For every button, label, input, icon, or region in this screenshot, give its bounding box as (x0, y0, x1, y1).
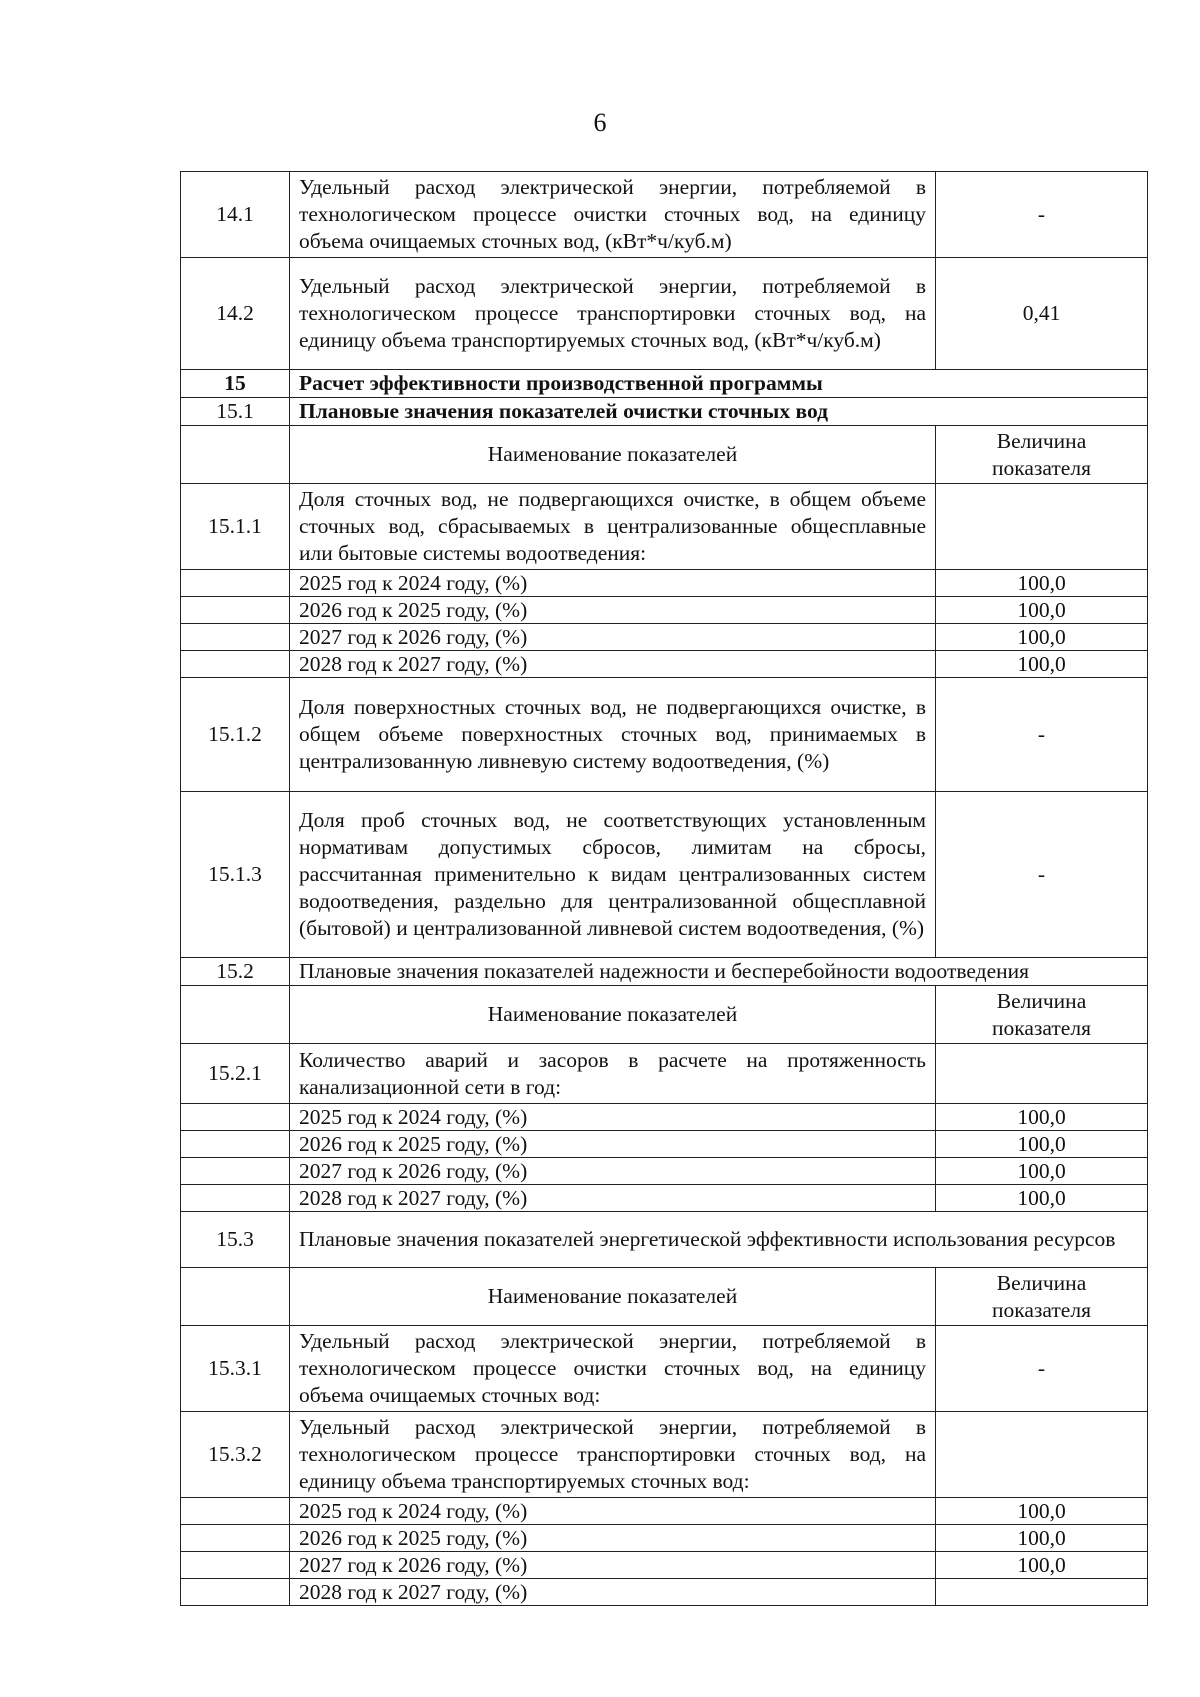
year-label: 2028 год к 2027 году, (%) (290, 651, 936, 678)
indicator-name: Доля поверхностных сточных вод, не подвергающихся очистке, в общем объеме поверхностных сточных вод, принимаемых в централизованную ливневую систему водоотведения, (%) (290, 678, 936, 792)
section-row (181, 1212, 1148, 1268)
row-number: 14.2 (181, 258, 290, 370)
row-number: 14.1 (181, 172, 290, 258)
year-value: 100,0 (936, 624, 1148, 651)
row-number: 15.3.1 (181, 1326, 290, 1412)
section-title: Плановые значения показателей очистки сточных вод (290, 398, 1148, 426)
table-row (181, 172, 1148, 258)
year-label: 2025 год к 2024 году, (%) (290, 570, 936, 597)
indicator-name: Удельный расход электрической энергии, потребляемой в технологическом процессе транспортировки сточных вод, на единицу объема транспортируемых сточных вод, (кВт*ч/куб.м) (290, 258, 936, 370)
year-row (181, 1158, 1148, 1185)
indicator-value: - (936, 678, 1148, 792)
header-row (181, 986, 1148, 1044)
indicator-value: - (936, 172, 1148, 258)
indicator-value (936, 1044, 1148, 1104)
blank-cell (181, 1552, 290, 1579)
year-value: 100,0 (936, 597, 1148, 624)
blank-cell (181, 570, 290, 597)
year-label: 2027 год к 2026 году, (%) (290, 1158, 936, 1185)
column-header-name: Наименование показателей (290, 986, 936, 1044)
table-row (181, 1412, 1148, 1498)
year-label: 2026 год к 2025 году, (%) (290, 1131, 936, 1158)
year-row (181, 1552, 1148, 1579)
year-label: 2027 год к 2026 году, (%) (290, 1552, 936, 1579)
indicator-name: Удельный расход электрической энергии, потребляемой в технологическом процессе очистки сточных вод, на единицу объема очищаемых сточных вод, (кВт*ч/куб.м) (290, 172, 936, 258)
year-value: 100,0 (936, 1104, 1148, 1131)
section-title: Плановые значения показателей надежности и бесперебойности водоотведения (290, 958, 1148, 986)
row-number: 15.1.1 (181, 484, 290, 570)
year-row (181, 1498, 1148, 1525)
column-header-name: Наименование показателей (290, 1268, 936, 1326)
section-row (181, 398, 1148, 426)
year-row (181, 597, 1148, 624)
blank-cell (181, 1268, 290, 1326)
blank-cell (181, 1131, 290, 1158)
year-row (181, 1131, 1148, 1158)
indicator-value (936, 484, 1148, 570)
section-number: 15.3 (181, 1212, 290, 1268)
section-title: Плановые значения показателей энергетической эффективности использования ресурсов (290, 1212, 1148, 1268)
year-value: 100,0 (936, 1158, 1148, 1185)
indicator-value: - (936, 792, 1148, 958)
row-number: 15.1.2 (181, 678, 290, 792)
indicator-value: 0,41 (936, 258, 1148, 370)
year-row (181, 651, 1148, 678)
year-row (181, 624, 1148, 651)
indicator-name: Удельный расход электрической энергии, потребляемой в технологическом процессе транспортировки сточных вод, на единицу объема транспортируемых сточных вод: (290, 1412, 936, 1498)
year-label: 2026 год к 2025 году, (%) (290, 1525, 936, 1552)
table-row (181, 792, 1148, 958)
section-number: 15.2 (181, 958, 290, 986)
header-row (181, 426, 1148, 484)
table-row (181, 678, 1148, 792)
year-value (936, 1579, 1148, 1606)
row-number: 15.2.1 (181, 1044, 290, 1104)
blank-cell (181, 597, 290, 624)
year-value: 100,0 (936, 1185, 1148, 1212)
blank-cell (181, 1498, 290, 1525)
column-header-value: Величина показателя (936, 986, 1148, 1044)
blank-cell (181, 1158, 290, 1185)
year-value: 100,0 (936, 1498, 1148, 1525)
year-row (181, 1104, 1148, 1131)
indicators-table (180, 171, 1148, 1606)
page-number: 6 (593, 108, 607, 137)
year-label: 2026 год к 2025 году, (%) (290, 597, 936, 624)
section-number: 15.1 (181, 398, 290, 426)
blank-cell (181, 986, 290, 1044)
section-row (181, 958, 1148, 986)
table-row (181, 484, 1148, 570)
indicator-name: Количество аварий и засоров в расчете на протяженность канализационной сети в год: (290, 1044, 936, 1104)
year-label: 2027 год к 2026 году, (%) (290, 624, 936, 651)
indicator-name: Доля сточных вод, не подвергающихся очистке, в общем объеме сточных вод, сбрасываемых в централизованные общесплавные или бытовые системы водоотведения: (290, 484, 936, 570)
section-number: 15 (181, 370, 290, 398)
table-row (181, 1326, 1148, 1412)
year-value: 100,0 (936, 570, 1148, 597)
year-value: 100,0 (936, 1552, 1148, 1579)
section-row (181, 370, 1148, 398)
blank-cell (181, 1104, 290, 1131)
blank-cell (181, 1185, 290, 1212)
indicator-name: Доля проб сточных вод, не соответствующих установленным нормативам допустимых сбросов, лимитам на сбросы, рассчитанная применительно к видам централизованных систем водоотведения, раздельно для централизованной общесплавной (бытовой) и централизованной ливневой систем водоотведения, (%) (290, 792, 936, 958)
blank-cell (181, 651, 290, 678)
section-title: Расчет эффективности производственной программы (290, 370, 1148, 398)
row-number: 15.1.3 (181, 792, 290, 958)
column-header-value: Величина показателя (936, 1268, 1148, 1326)
header-row (181, 1268, 1148, 1326)
blank-cell (181, 624, 290, 651)
table-row (181, 258, 1148, 370)
year-row (181, 570, 1148, 597)
year-label: 2025 год к 2024 году, (%) (290, 1498, 936, 1525)
year-value: 100,0 (936, 1525, 1148, 1552)
year-row (181, 1525, 1148, 1552)
row-number: 15.3.2 (181, 1412, 290, 1498)
year-label: 2028 год к 2027 году, (%) (290, 1185, 936, 1212)
column-header-value: Величина показателя (936, 426, 1148, 484)
year-label: 2025 год к 2024 году, (%) (290, 1104, 936, 1131)
table-row (181, 1044, 1148, 1104)
blank-cell (181, 1525, 290, 1552)
year-value: 100,0 (936, 651, 1148, 678)
year-label: 2028 год к 2027 году, (%) (290, 1579, 936, 1606)
year-row (181, 1185, 1148, 1212)
indicator-value: - (936, 1326, 1148, 1412)
year-value: 100,0 (936, 1131, 1148, 1158)
column-header-name: Наименование показателей (290, 426, 936, 484)
blank-cell (181, 426, 290, 484)
blank-cell (181, 1579, 290, 1606)
indicator-value (936, 1412, 1148, 1498)
year-row (181, 1579, 1148, 1606)
indicator-name: Удельный расход электрической энергии, потребляемой в технологическом процессе очистки сточных вод, на единицу объема очищаемых сточных вод: (290, 1326, 936, 1412)
